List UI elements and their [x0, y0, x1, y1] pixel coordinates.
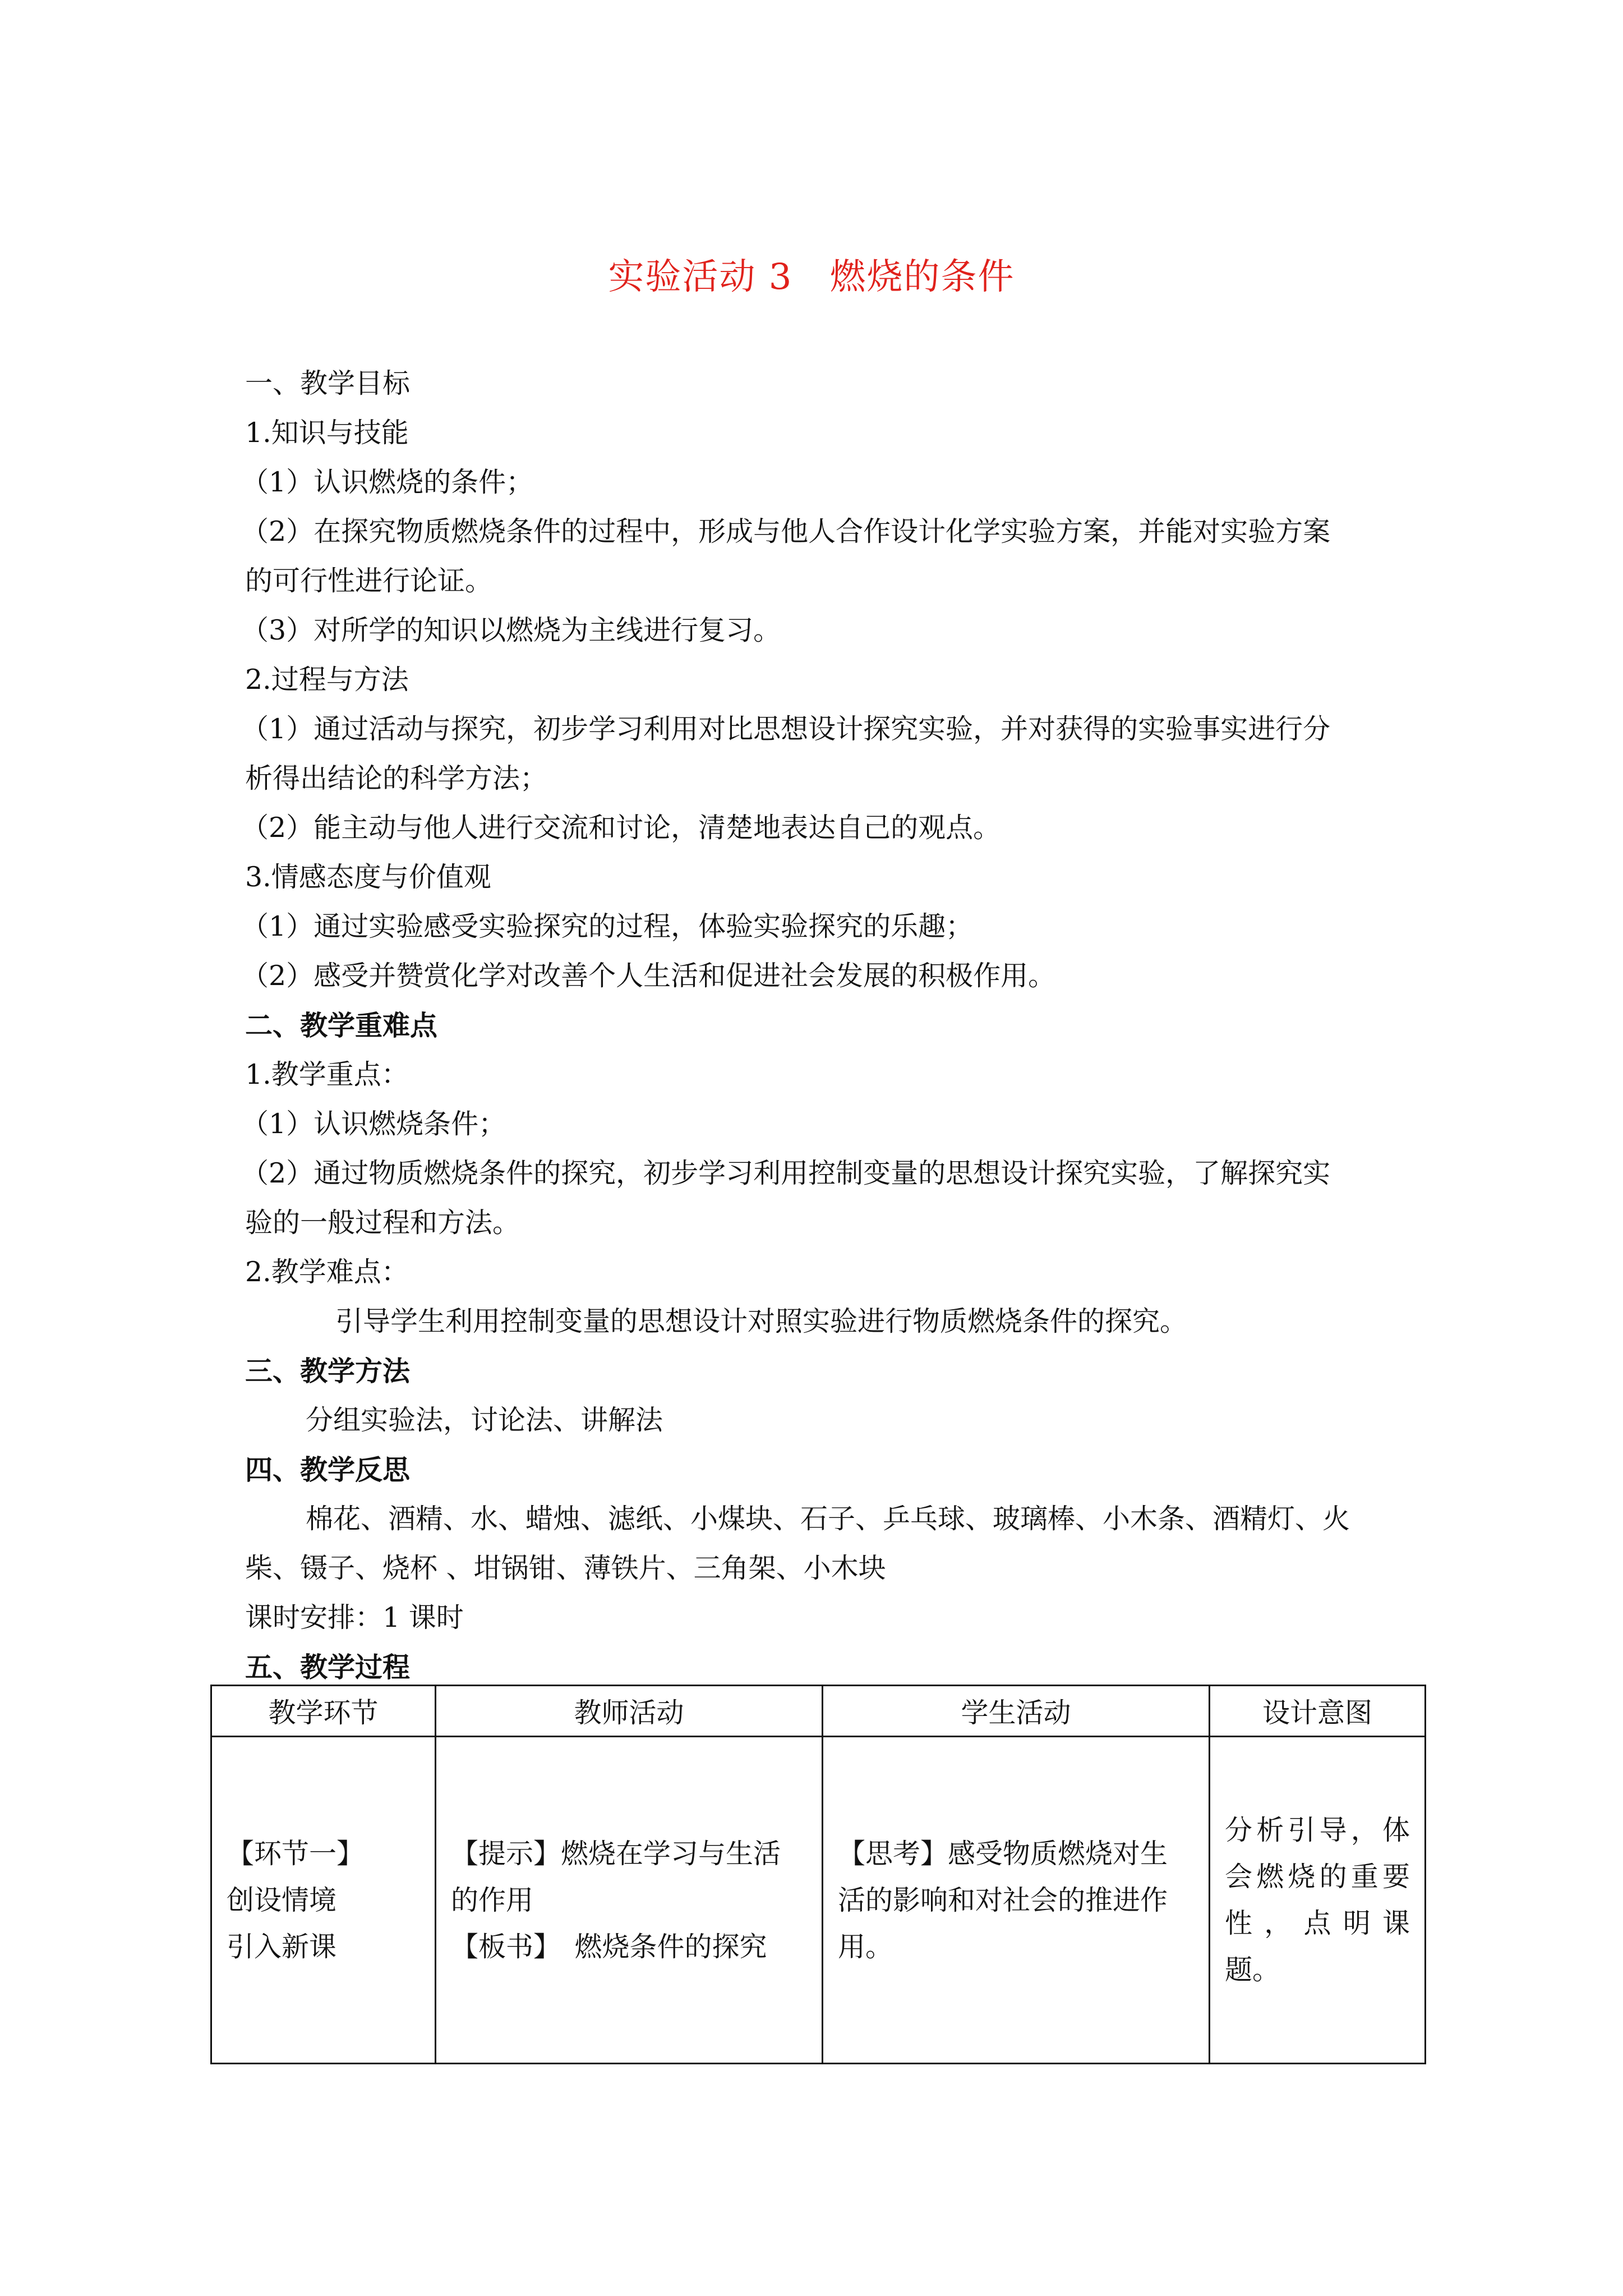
objective-item: （2）能主动与他人进行交流和讨论，清楚地表达自己的观点。 [241, 812, 1001, 844]
table-header-row [211, 1686, 1426, 1737]
difficulty-text: 引导学生利用控制变量的思想设计对照实验进行物质燃烧条件的探究。 [335, 1305, 1188, 1337]
key-point-item: （1）认识燃烧条件； [241, 1108, 506, 1140]
materials-text-continued: 柴、镊子、烧杯 、坩锅钳、薄铁片、三角架、小木块 [245, 1552, 886, 1584]
header-stage: 教学环节 [211, 1686, 436, 1737]
objective-item: （1）通过实验感受实验探究的过程，体验实验探究的乐趣； [241, 910, 974, 942]
teacher-activity-line: 【提示】燃烧在学习与生活的作用 [451, 1837, 781, 1916]
objective-item: （1）通过活动与探究，初步学习利用对比思想设计探究实验，并对获得的实验事实进行分 [241, 713, 1331, 745]
objective-item-continued: 析得出结论的科学方法； [245, 762, 548, 794]
subheading-key-point: 1.教学重点： [245, 1059, 409, 1091]
teacher-activity-line: 【板书】 燃烧条件的探究 [451, 1930, 767, 1963]
cell-design-intent [1210, 1737, 1426, 2064]
subheading-attitude: 3.情感态度与价值观 [245, 861, 491, 893]
section-heading-key-points: 二、教学重难点 [245, 1009, 438, 1042]
student-activity-text: 【思考】感受物质燃烧对生活的影响和对社会的推进作用。 [838, 1837, 1168, 1963]
header-teacher-activity: 教师活动 [436, 1686, 823, 1737]
teaching-process-table [210, 1685, 1426, 2064]
section-heading-reflection: 四、教学反思 [245, 1453, 411, 1486]
design-intent-text: 分析引导，体会燃烧的重要性，点明课题。 [1225, 1814, 1410, 1986]
objective-item: （1）认识燃烧的条件； [241, 466, 534, 498]
objective-item: （2）在探究物质燃烧条件的过程中，形成与他人合作设计化学实验方案，并能对实验方案 [241, 516, 1331, 547]
subheading-knowledge: 1.知识与技能 [245, 417, 409, 449]
key-point-item-continued: 验的一般过程和方法。 [245, 1207, 520, 1239]
schedule-text: 课时安排：1 课时 [245, 1602, 464, 1634]
section-heading-objectives: 一、教学目标 [245, 367, 411, 399]
cell-stage [211, 1737, 436, 2064]
objective-item: （2）感受并赞赏化学对改善个人生活和促进社会发展的积极作用。 [241, 960, 1056, 992]
materials-text: 棉花、酒精、水、蜡烛、滤纸、小煤块、石子、乒乓球、玻璃棒、小木条、酒精灯、火 [306, 1503, 1350, 1535]
table-row [211, 1737, 1426, 2064]
stage-line: 引入新课 [227, 1930, 337, 1963]
header-student-activity: 学生活动 [823, 1686, 1210, 1737]
key-point-item: （2）通过物质燃烧条件的探究，初步学习利用控制变量的思想设计探究实验，了解探究实 [241, 1157, 1331, 1189]
objective-item: （3）对所学的知识以燃烧为主线进行复习。 [241, 614, 781, 646]
subheading-process: 2.过程与方法 [245, 664, 409, 696]
header-design-intent: 设计意图 [1210, 1686, 1426, 1737]
cell-teacher-activity [436, 1737, 823, 2064]
methods-text: 分组实验法，讨论法、讲解法 [306, 1404, 663, 1436]
page-title: 实验活动 3 燃烧的条件 [608, 256, 1015, 298]
section-heading-process: 五、教学过程 [245, 1651, 411, 1683]
subheading-difficulty: 2.教学难点： [245, 1256, 409, 1288]
stage-line: 【环节一】 [227, 1837, 365, 1870]
cell-student-activity [823, 1737, 1210, 2064]
stage-line: 创设情境 [227, 1884, 337, 1916]
objective-item-continued: 的可行性进行论证。 [245, 565, 493, 597]
section-heading-methods: 三、教学方法 [245, 1355, 411, 1387]
